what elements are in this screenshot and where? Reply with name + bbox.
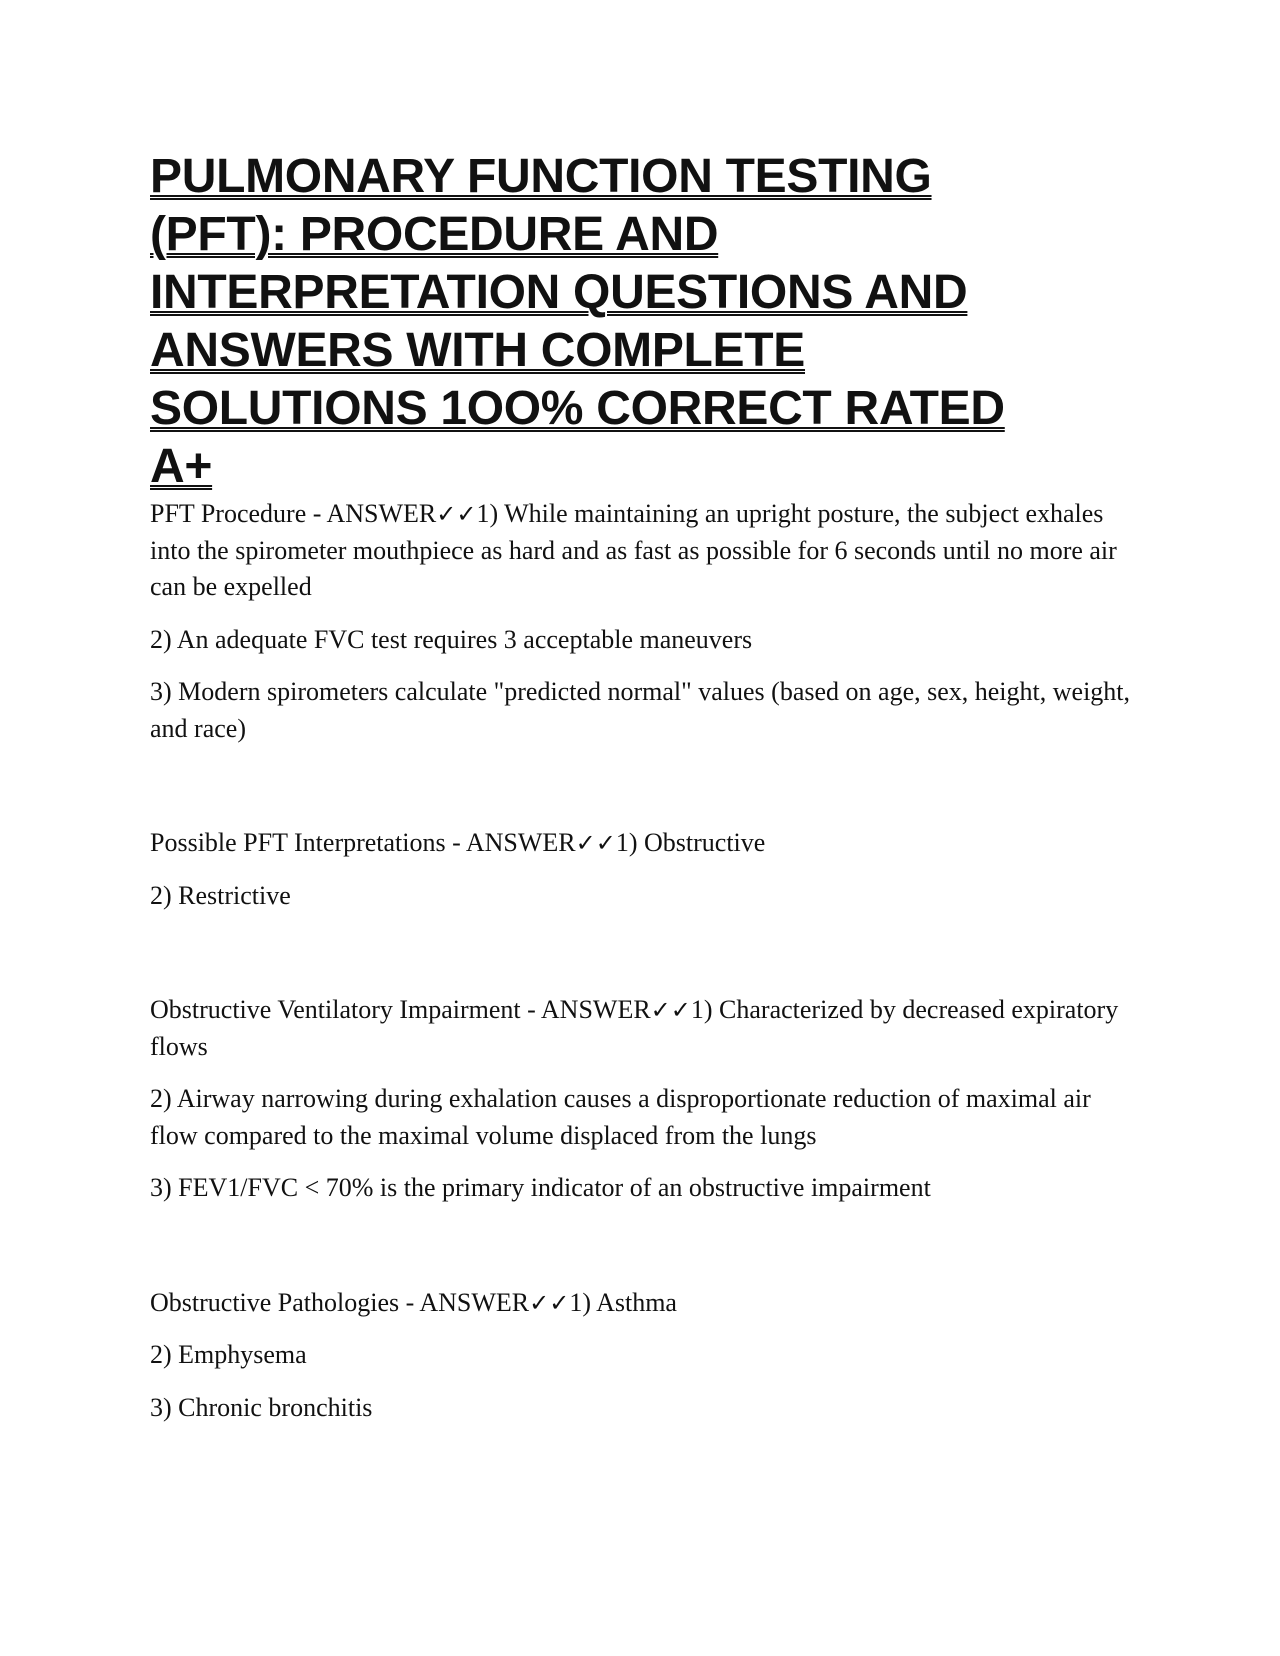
question-line [150, 496, 1140, 606]
double-check-icon: ✓✓ [529, 1288, 570, 1317]
title-line: A+ [150, 440, 213, 493]
document-page [150, 148, 1140, 1442]
document-title [150, 148, 1140, 496]
section-spacer [150, 1223, 1140, 1285]
title-line: ANSWERS WITH COMPLETE [150, 324, 806, 377]
answer-item: 3) FEV1/FVC < 70% is the primary indicator of an obstructive impairment [150, 1173, 931, 1202]
question-line [150, 825, 1140, 862]
answer-item: 2) Emphysema [150, 1340, 307, 1369]
answer-item: 2) An adequate FVC test requires 3 acceptable maneuvers [150, 624, 753, 654]
answer-item: 2) Restrictive [150, 880, 291, 910]
double-check-icon: ✓✓ [650, 996, 691, 1024]
qa-section-obstructive-pathologies [150, 1285, 1140, 1427]
answer-marker: ANSWER [326, 499, 437, 528]
title-line: (PFT): PROCEDURE AND [150, 208, 719, 261]
answer-item: 1) Characterized by decreased expiratory flows [150, 995, 1119, 1061]
double-check-icon: ✓✓ [575, 829, 616, 857]
question-term: Obstructive Ventilatory Impairment - [150, 995, 541, 1024]
qa-section-pft-procedure [150, 496, 1140, 747]
answer-item: 2) Airway narrowing during exhalation causes a disproportionate reduction of maximal air flow compared to the maximal volume displaced from the lungs [150, 1084, 1091, 1150]
question-line [150, 992, 1140, 1065]
answer-marker: ANSWER [540, 995, 651, 1024]
answer-marker: ANSWER [465, 828, 576, 857]
qa-section-possible-interpretations [150, 825, 1140, 914]
answer-item: 1) Asthma [569, 1287, 677, 1317]
question-line [150, 1285, 1140, 1322]
answer-item: 3) Modern spirometers calculate "predicted normal" values (based on age, sex, height, weight, and race) [150, 677, 1131, 743]
answer-item: 3) Chronic bronchitis [150, 1392, 373, 1422]
double-check-icon: ✓✓ [436, 500, 477, 528]
section-spacer [150, 763, 1140, 825]
title-line: SOLUTIONS 1OO% CORRECT RATED [150, 382, 1005, 435]
qa-section-obstructive-impairment [150, 992, 1140, 1207]
answer-marker: ANSWER [419, 1287, 530, 1317]
answer-item: 1) While maintaining an upright posture, the subject exhales into the spirometer mouthpiece as hard and as fast as possible for 6 seconds until no more air can be expelled [150, 499, 1117, 601]
section-spacer [150, 930, 1140, 992]
qa-content [150, 496, 1140, 1426]
title-line: INTERPRETATION QUESTIONS AND [150, 266, 968, 319]
question-term: Obstructive Pathologies - [150, 1287, 420, 1317]
question-term: Possible PFT Interpretations - [150, 828, 466, 857]
title-line: PULMONARY FUNCTION TESTING [150, 150, 932, 203]
answer-item: 1) Obstructive [615, 828, 766, 857]
question-term: PFT Procedure - [150, 499, 327, 528]
